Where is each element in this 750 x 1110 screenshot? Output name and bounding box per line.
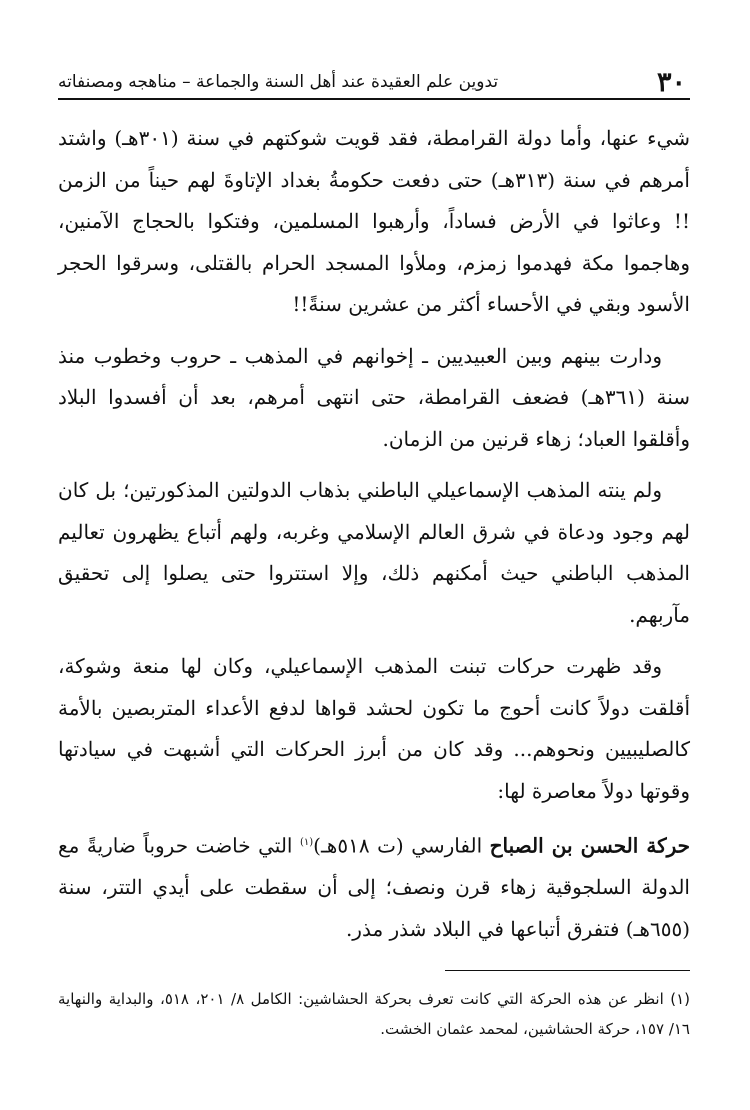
footnote: (١) انظر عن هذه الحركة التي كانت تعرف بحركة الحشاشين: الكامل ٨/ ٢٠١، ٥١٨، والبداية والنهاية ١٦/ ١٥٧، حركة الحشاشين، لمحمد عثمان الخشت. xyxy=(58,990,691,1038)
page-header xyxy=(58,66,690,100)
running-title: تدوين علم العقيدة عند أهل السنة والجماعة – مناهجه ومصنفاته xyxy=(58,72,499,92)
footnote-marker[interactable]: (١) xyxy=(299,837,314,848)
page-number: ٣٠ xyxy=(656,66,686,98)
footnote-divider xyxy=(445,970,690,971)
body-text xyxy=(58,118,690,941)
paragraph-5 xyxy=(58,822,690,950)
paragraph-1: شيء عنها، وأما دولة القرامطة، فقد قويت شوكتهم في سنة (٣٠١هـ) واشتد أمرهم في سنة (٣١٣هـ) حتى دفعت حكومةُ بغداد الإتاوةَ لهم حيناً من الزمن !! وعاثوا في الأرض فساداً، وأرهبوا المسلمين، وفتكوا بالحجاج الآمنين، وهاجموا مكة فهدموا زمزم، وملأوا المسجد الحرام بالقتلى، وسرقوا الحجر الأسود وبقي في الأحساء أكثر من عشرين سنةً!! xyxy=(58,126,690,316)
paragraph-2: ودارت بينهم وبين العبيديين ـ إخوانهم في المذهب ـ حروب وخطوب منذ سنة (٣٦١هـ) فضعف القرامطة، حتى انتهى أمرهم، بعد أن أفسدوا البلاد وأقلقوا العباد؛ زهاء قرنين من الزمان. xyxy=(58,343,690,451)
paragraph-5-rest: التي خاضت حروباً ضاريةً مع الدولة السلجوقية زهاء قرن ونصف؛ إلى أن سقطت على أيدي التتر، سنة (٦٥٥هـ) فتفرق أتباعها في البلاد شذر مذر. xyxy=(58,833,690,941)
movement-date: الفارسي (ت ٥١٨هـ) xyxy=(313,833,490,858)
paragraph-3: ولم ينته المذهب الإسماعيلي الباطني بذهاب الدولتين المذكورتين؛ بل كان لهم وجود ودعاة في شرق العالم الإسلامي وغربه، ولهم أتباع يظهرون تعاليم المذهب الباطني حيث أمكنهم ذلك، وإلا استتروا حتى يصلوا إلى تحقيق مآربهم. xyxy=(58,478,690,627)
movement-name: حركة الحسن بن الصباح xyxy=(489,833,690,858)
paragraph-4: وقد ظهرت حركات تبنت المذهب الإسماعيلي، وكان لها منعة وشوكة، أقلقت دولاً كانت أحوج ما تكون لحشد قواها لدفع الأعداء المتربصين بالأمة كالصليبيين ونحوهم... وقد كان من أبرز الحركات التي أشبهت في سيادتها وقوتها دولاً معاصرة لها: xyxy=(58,654,690,803)
